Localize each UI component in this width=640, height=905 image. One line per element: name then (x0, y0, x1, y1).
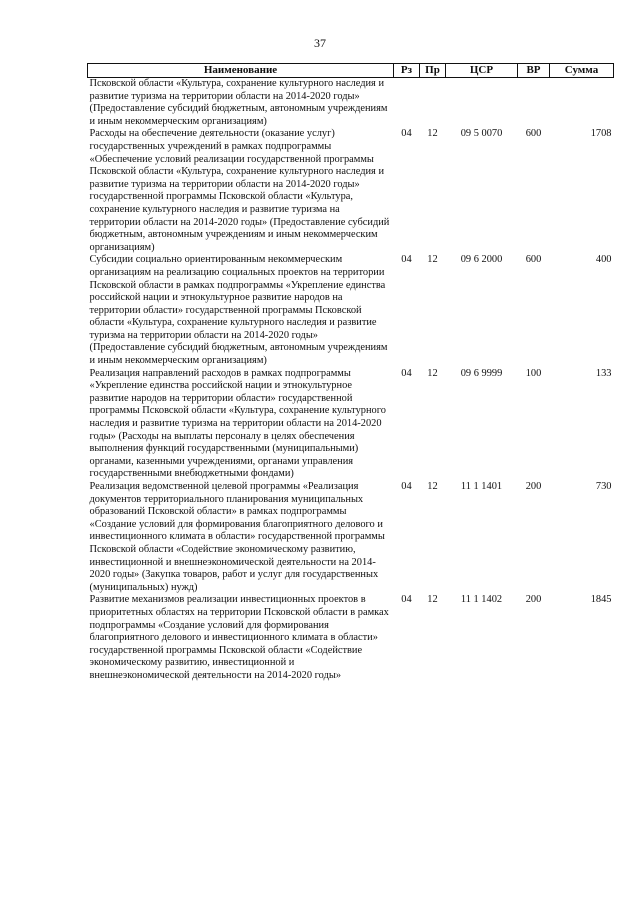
row-rz: 04 (401, 367, 412, 379)
page-number: 37 (314, 36, 326, 50)
row-sum: 133 (595, 367, 612, 379)
row-vr: 200 (525, 481, 542, 492)
row-sum (550, 78, 614, 129)
table-row (88, 368, 614, 481)
row-sum: 1708 (590, 128, 612, 140)
row-name: Реализация ведомственной целевой программы «Реализация документов территориального планирования муниципальных образований Псковской области» в рамках подпрограммы «Создание условий для формирования благоприятного делового и инвестиционного климата в области» государственной программы Псковской области «Содействие экономическому развитию, инвестиционной и внешнеэкономической деятельности на 2014-2020 годы» (Закупка товаров, работ и услуг для государственных (муниципальных) нужд) (89, 481, 385, 593)
header-vr: ВР (518, 64, 550, 78)
row-csr: 11 1 1401 (460, 481, 503, 492)
row-csr: 09 6 9999 (460, 367, 503, 379)
row-name: Псковской области «Культура, сохранение культурного наследия и развитие туризма на территории области на 2014-2020 годы» (Предоставление субсидий бюджетным, автономным учреждениям и иным некоммерческим организациям) (89, 78, 388, 127)
table-row (88, 128, 614, 254)
row-vr: 600 (525, 128, 542, 140)
table-header-row (88, 64, 614, 78)
row-vr (518, 78, 550, 129)
row-pr: 12 (427, 481, 438, 492)
table-row (88, 254, 614, 367)
row-vr: 100 (525, 367, 542, 379)
row-rz: 04 (401, 254, 412, 266)
row-name: Реализация направлений расходов в рамках подпрограммы «Укрепление единства российской нации и этнокультурное развитие народов на территории области» государственной программы Псковской области «Культура, сохранение культурного наследия и развитие туризма на территории области на 2014-2020 годы» (Расходы на выплаты персоналу в целях обеспечения выполнения функций государственными (муниципальными) органами, казенными учреждениями, органами управления государственными внебюджетными фондами) (89, 367, 386, 480)
header-rz: Рз (394, 64, 420, 78)
row-sum: 1845 (590, 594, 612, 606)
row-pr (420, 78, 446, 129)
row-csr (446, 78, 518, 129)
row-sum: 400 (595, 254, 612, 266)
row-name: Развитие механизмов реализации инвестиционных проектов в приоритетных областях на территории Псковской области в рамках подпрограммы «Создание условий для формирования благоприятного делового и инвестиционного климата в области» государственной программы Псковской области «Содействие экономическому развитию, инвестиционной и внешнеэкономической деятельности на 2014-2020 годы» (89, 594, 389, 681)
table-row (88, 594, 614, 682)
header-sum: Сумма (550, 64, 614, 78)
header-csr: ЦСР (446, 64, 518, 78)
row-pr: 12 (427, 367, 438, 379)
row-csr: 09 5 0070 (460, 128, 503, 140)
budget-table (87, 63, 614, 683)
row-rz: 04 (401, 128, 412, 140)
row-rz: 04 (401, 481, 412, 492)
row-pr: 12 (427, 254, 438, 266)
header-pr: Пр (420, 64, 446, 78)
row-name: Расходы на обеспечение деятельности (оказание услуг) государственных учреждений в рамках подпрограммы «Обеспечение условий реализации государственной программы Псковской области «Культура, сохранение культурного наследия и развитие туризма на территории области на 2014-2020 годы» государственной программы Псковской области «Культура, сохранение культурного наследия и развитие туризма на территории области на 2014-2020 годы» (Предоставление субсидий бюджетным, автономным учреждениям и иным некоммерческим организациям) (89, 128, 390, 253)
row-pr: 12 (427, 594, 438, 606)
row-vr: 200 (525, 594, 542, 606)
row-rz (394, 78, 420, 129)
row-name: Субсидии социально ориентированным некоммерческим организациям на реализацию социальных проектов на территории Псковской области в рамках подпрограммы «Укрепление единства российской нации и этнокультурное развитие народов на территории области» государственной программы Псковской области «Культура, сохранение культурного наследия и развитие туризма на территории области на 2014-2020 годы» (Предоставление субсидий бюджетным, автономным учреждениям и иным некоммерческим организациям) (89, 254, 388, 367)
row-sum: 730 (595, 481, 612, 492)
row-vr: 600 (525, 254, 542, 266)
row-rz: 04 (401, 594, 412, 606)
row-csr: 11 1 1402 (460, 594, 503, 606)
table-row (88, 78, 614, 129)
row-pr: 12 (427, 128, 438, 140)
header-name: Наименование (88, 64, 394, 78)
row-csr: 09 6 2000 (460, 254, 503, 266)
table-row (88, 481, 614, 594)
